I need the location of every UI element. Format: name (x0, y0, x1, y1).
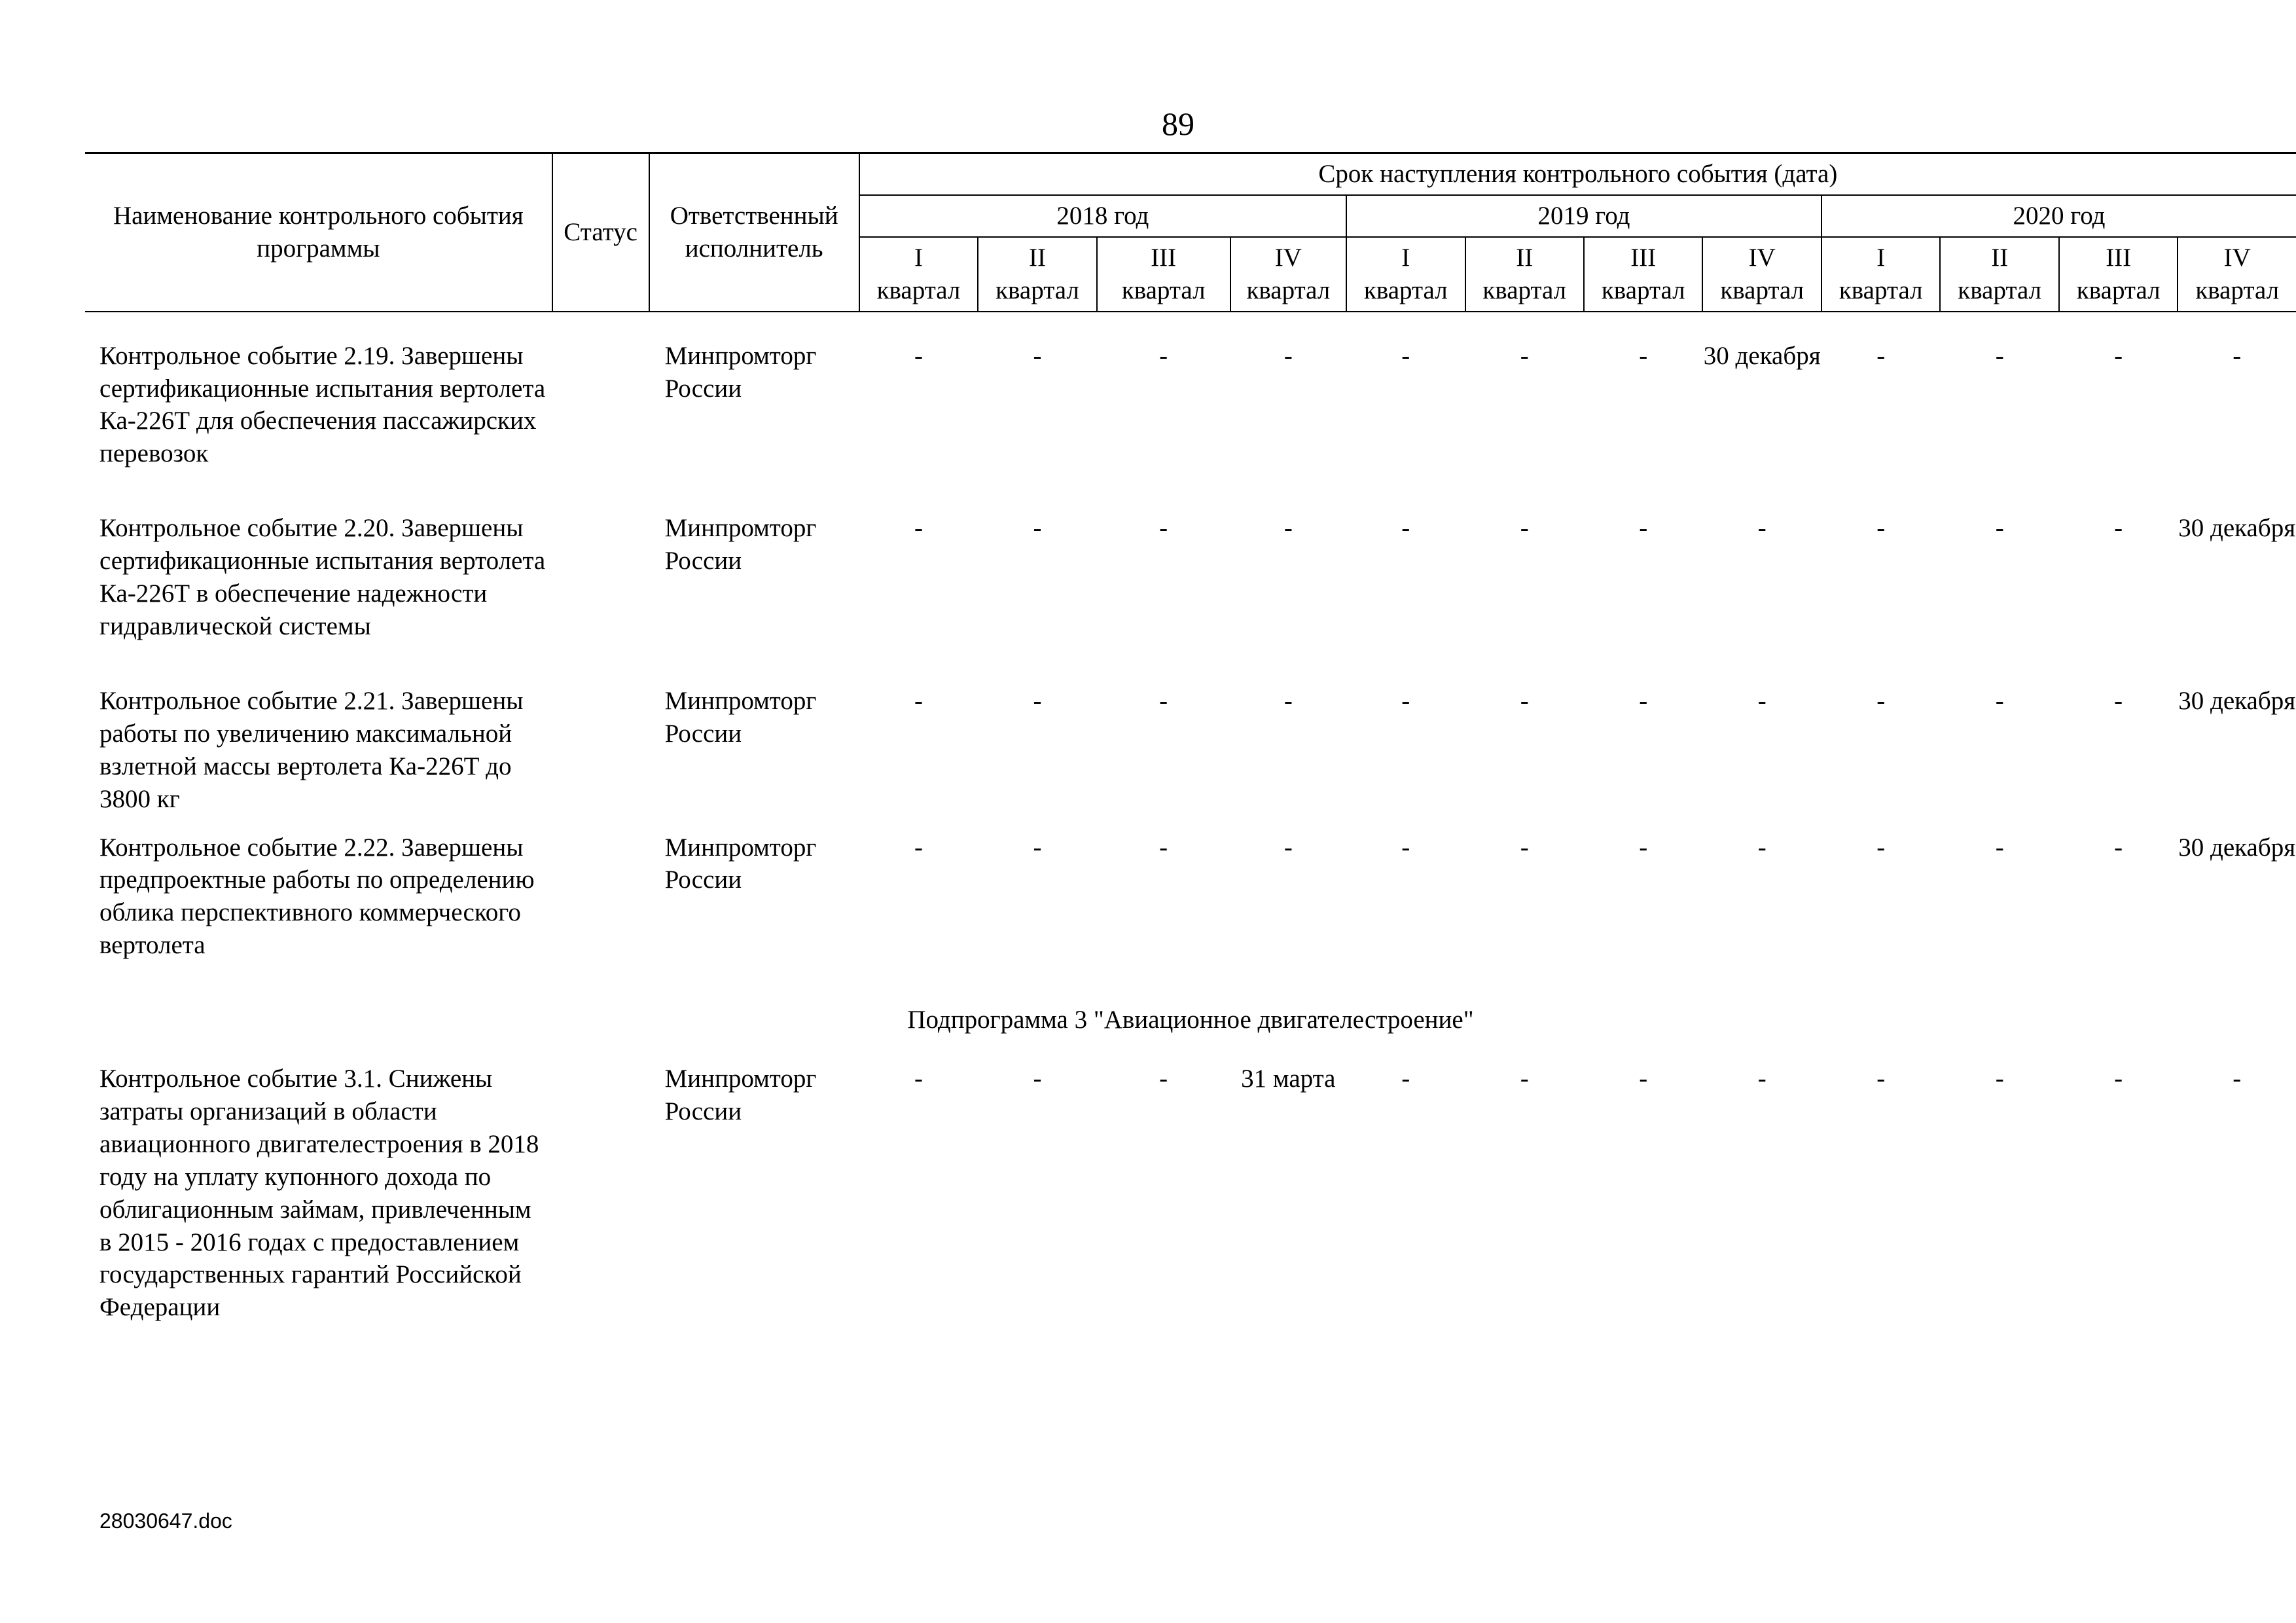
quarter-cell-empty: - (1639, 514, 1648, 543)
event-responsible: Минпромторг России (664, 341, 817, 403)
quarter-number: II (1991, 243, 2009, 272)
header-responsible: Ответственный исполнитель (649, 153, 859, 312)
quarter-label: квартал (996, 276, 1079, 304)
quarter-cell-empty: - (2114, 833, 2123, 862)
quarter-number: III (2106, 243, 2132, 272)
header-quarter (2178, 237, 2296, 312)
quarter-cell-empty: - (1876, 686, 1886, 715)
subprogram-row (85, 1004, 2296, 1063)
quarter-cell-empty: - (1520, 514, 1529, 543)
quarter-label: квартал (1246, 276, 1331, 304)
quarter-label: квартал (2195, 276, 2280, 304)
quarter-number: IV (1748, 243, 1776, 272)
event-name: Контрольное событие 2.21. Завершены работы по увеличению максимальной взлетной массы вертолета Ка-226Т до 3800 кг (99, 686, 524, 813)
event-row (85, 685, 2296, 831)
event-name: Контрольное событие 2.22. Завершены предпроектные работы по определению облика перспективного коммерческого вертолета (99, 833, 535, 960)
quarter-cell-date: 30 декабря (2178, 833, 2296, 862)
header-quarter (1940, 237, 2058, 312)
quarter-cell-empty: - (1639, 341, 1648, 370)
quarter-cell-empty: - (1283, 341, 1293, 370)
quarter-cell-empty: - (1876, 833, 1886, 862)
header-quarter (1097, 237, 1230, 312)
quarter-cell-empty: - (1033, 833, 1042, 862)
subprogram-title: Подпрограмма 3 "Авиационное двигателестроение" (907, 1006, 1474, 1034)
quarter-cell-empty: - (1159, 1065, 1168, 1093)
quarter-number: I (1876, 243, 1886, 272)
quarter-label: квартал (1958, 276, 2042, 304)
event-responsible: Минпромторг России (664, 514, 817, 575)
header-quarter (1465, 237, 1584, 312)
quarter-number: IV (2223, 243, 2251, 272)
control-events-table (85, 152, 2296, 1366)
quarter-label: квартал (2076, 276, 2161, 304)
header-quarter (978, 237, 1096, 312)
event-name: Контрольное событие 2.19. Завершены сертификационные испытания вертолета Ка-226Т для обеспечения пассажирских перевозок (99, 341, 546, 468)
quarter-cell-empty: - (914, 514, 923, 543)
header-year: 2020 год (1821, 195, 2296, 237)
event-status (552, 1063, 649, 1366)
event-status (552, 831, 649, 1004)
event-responsible: Минпромторг России (664, 1065, 817, 1125)
quarter-cell-empty: - (1401, 833, 1410, 862)
quarter-number: IV (1274, 243, 1302, 272)
quarter-label: квартал (1363, 276, 1448, 304)
quarter-number: III (1151, 243, 1177, 272)
quarter-cell-empty: - (1757, 514, 1767, 543)
control-events-table-wrap (85, 152, 2296, 1366)
event-row (85, 1063, 2296, 1366)
event-row (85, 831, 2296, 1004)
quarter-cell-empty: - (1757, 686, 1767, 715)
quarter-cell-empty: - (1159, 686, 1168, 715)
event-row (85, 512, 2296, 685)
event-responsible: Минпромторг России (664, 686, 817, 748)
quarter-cell-empty: - (1159, 514, 1168, 543)
quarter-cell-empty: - (914, 686, 923, 715)
page-number: 89 (1162, 105, 1194, 142)
header-quarter (859, 237, 978, 312)
quarter-cell-empty: - (1033, 514, 1042, 543)
event-responsible: Минпромторг России (664, 833, 817, 894)
quarter-cell-empty: - (1401, 514, 1410, 543)
quarter-cell-empty: - (1995, 1065, 2004, 1093)
header-quarter (1230, 237, 1346, 312)
quarter-cell-empty: - (2233, 1065, 2242, 1093)
quarter-cell-empty: - (1033, 686, 1042, 715)
quarter-cell-empty: - (914, 1065, 923, 1093)
quarter-label: квартал (1839, 276, 1923, 304)
quarter-number: II (1516, 243, 1534, 272)
quarter-cell-date: 30 декабря (2178, 686, 2296, 715)
quarter-label: квартал (1601, 276, 1685, 304)
header-quarter (1702, 237, 1821, 312)
quarter-cell-empty: - (1876, 514, 1886, 543)
quarter-cell-empty: - (914, 833, 923, 862)
header-status: Статус (552, 153, 649, 312)
quarter-number: I (1401, 243, 1410, 272)
quarter-cell-empty: - (1639, 1065, 1648, 1093)
quarter-cell-empty: - (1757, 1065, 1767, 1093)
header-year: 2019 год (1346, 195, 1821, 237)
event-status (552, 685, 649, 831)
quarter-cell-empty: - (1401, 686, 1410, 715)
quarter-cell-empty: - (914, 341, 923, 370)
quarter-cell-empty: - (1520, 686, 1529, 715)
quarter-label: квартал (876, 276, 961, 304)
quarter-cell-empty: - (2114, 686, 2123, 715)
quarter-cell-empty: - (1639, 833, 1648, 862)
quarter-number: I (914, 243, 923, 272)
quarter-cell-empty: - (1159, 833, 1168, 862)
quarter-cell-empty: - (1401, 341, 1410, 370)
header-quarter (2059, 237, 2178, 312)
quarter-label: квартал (1482, 276, 1567, 304)
header-quarter (1346, 237, 1465, 312)
quarter-cell-empty: - (1639, 686, 1648, 715)
event-row (85, 340, 2296, 513)
quarter-cell-date: 30 декабря (2178, 514, 2296, 543)
header-quarter (1584, 237, 1702, 312)
quarter-cell-date: 30 декабря (1703, 341, 1821, 370)
header-quarter (1821, 237, 1940, 312)
quarter-cell-empty: - (1401, 1065, 1410, 1093)
quarter-cell-date: 31 марта (1241, 1065, 1336, 1093)
header-year: 2018 год (859, 195, 1346, 237)
quarter-cell-empty: - (1520, 1065, 1529, 1093)
quarter-number: II (1028, 243, 1046, 272)
quarter-cell-empty: - (1033, 341, 1042, 370)
quarter-cell-empty: - (2114, 1065, 2123, 1093)
quarter-cell-empty: - (1283, 833, 1293, 862)
header-event-name: Наименование контрольного события программы (85, 153, 552, 312)
table-header (85, 153, 2296, 312)
document-footer: 28030647.doc (99, 1509, 232, 1533)
quarter-label: квартал (1121, 276, 1206, 304)
table-body (85, 312, 2296, 1366)
quarter-cell-empty: - (1995, 514, 2004, 543)
quarter-cell-empty: - (1033, 1065, 1042, 1093)
quarter-cell-empty: - (1520, 341, 1529, 370)
quarter-cell-empty: - (1520, 833, 1529, 862)
quarter-cell-empty: - (1876, 1065, 1886, 1093)
quarter-cell-empty: - (2114, 341, 2123, 370)
quarter-cell-empty: - (1757, 833, 1767, 862)
quarter-cell-empty: - (1995, 686, 2004, 715)
quarter-cell-empty: - (1995, 833, 2004, 862)
quarter-number: III (1630, 243, 1657, 272)
quarter-cell-empty: - (1995, 341, 2004, 370)
quarter-cell-empty: - (1159, 341, 1168, 370)
header-deadline: Срок наступления контрольного события (дата) (859, 153, 2296, 195)
quarter-cell-empty: - (1876, 341, 1886, 370)
quarter-cell-empty: - (1283, 514, 1293, 543)
event-status (552, 340, 649, 513)
event-status (552, 512, 649, 685)
quarter-cell-empty: - (2233, 341, 2242, 370)
quarter-cell-empty: - (2114, 514, 2123, 543)
event-name: Контрольное событие 3.1. Снижены затраты организаций в области авиационного двигателестроения в 2018 году на уплату купонного дохода по облигационным займам, привлеченным в 2015 - 2016 годах с предоставлением государственных гарантий Российской Федерации (99, 1065, 539, 1322)
quarter-label: квартал (1720, 276, 1804, 304)
event-name: Контрольное событие 2.20. Завершены сертификационные испытания вертолета Ка-226Т в обеспечение надежности гидравлической системы (99, 514, 546, 640)
quarter-cell-empty: - (1283, 686, 1293, 715)
